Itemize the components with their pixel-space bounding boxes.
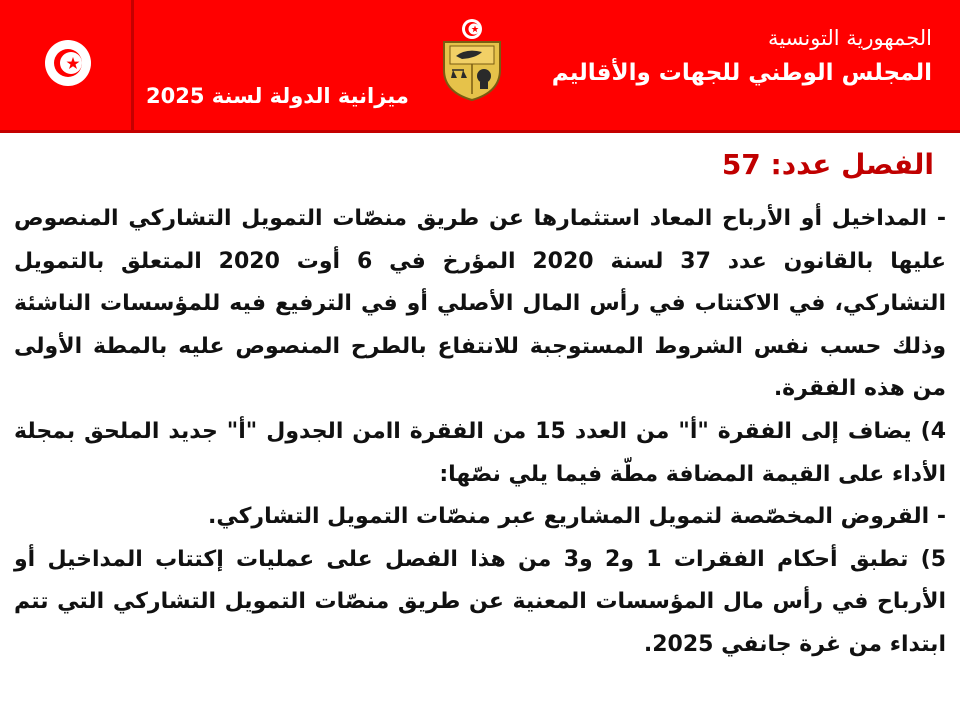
republic-label: الجمهورية التونسية (768, 26, 932, 50)
paragraph-2: 4) يضاف إلى الفقرة "أ" من العدد 15 من الفقرة اامن الجدول "أ" جديد الملحق بمجلة الأداء على القيمة المضافة مطّة فيما يلي نصّها: (14, 418, 946, 487)
flag-panel (0, 0, 134, 130)
header-divider (0, 130, 960, 133)
tunisia-coat-of-arms-icon (438, 18, 506, 102)
article-body (14, 198, 946, 667)
council-name: المجلس الوطني للجهات والأقاليم (551, 60, 932, 86)
paragraph-4: 5) تطبق أحكام الفقرات 1 و2 و3 من هذا الفصل على عمليات إكتتاب المداخيل أو الأرباح في رأس مال المؤسسات المعنية عن طريق منصّات التمويل التشاركي التي تتم ابتداء من غرة جانفي 2025. (14, 546, 946, 657)
chapter-title: الفصل عدد: 57 (721, 148, 934, 181)
paragraph-1: - المداخيل أو الأرباح المعاد استثمارها عن طريق منصّات التمويل التشاركي المنصوص عليها بالقانون عدد 37 لسنة 2020 المؤرخ في 6 أوت 2020 المتعلق بالتمويل التشاركي، في الاكتتاب في رأس المال الأصلي أو في الترفيع فيه للمؤسسات الناشئة وذلك حسب نفس الشروط المستوجبة للانتفاع بالطرح المنصوص عليه بالمطة الأولى من هذه الفقرة. (14, 206, 946, 402)
budget-title: ميزانية الدولة لسنة 2025 (146, 84, 409, 108)
paragraph-3: - القروض المخصّصة لتمويل المشاريع عبر منصّات التمويل التشاركي. (208, 504, 946, 530)
tunisia-flag-icon (45, 40, 91, 86)
